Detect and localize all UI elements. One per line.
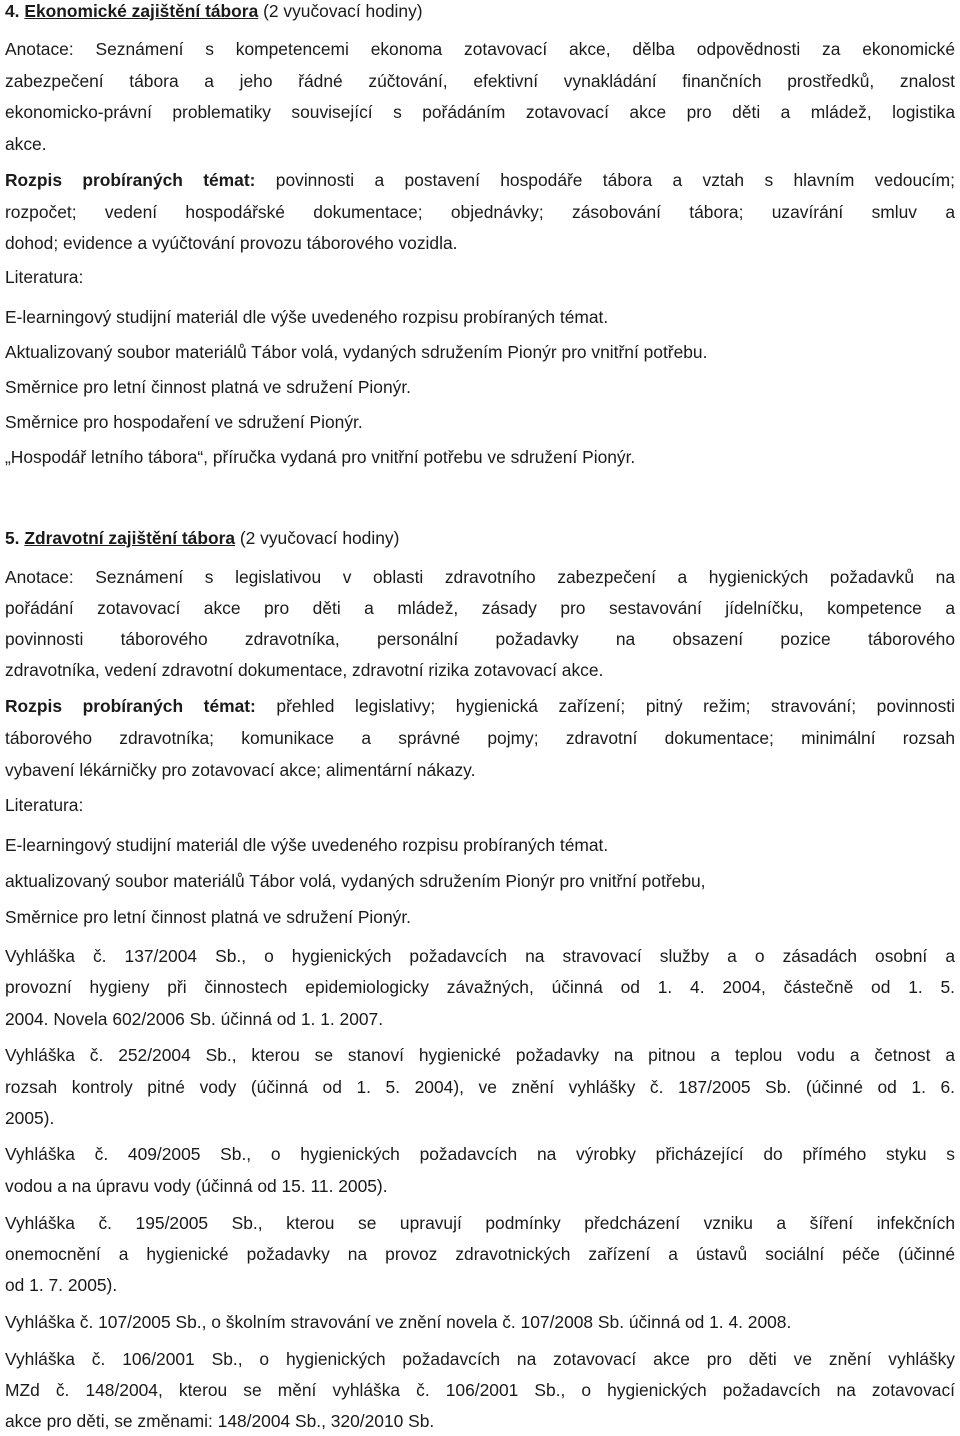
section-4-title: Ekonomické zajištění tábora (24, 1, 259, 21)
vyhlaska-252-line-2: rozsah kontroly pitné vody (účinná od 1. 5. 2004), ve znění vyhlášky č. 187/2005 Sb. (účinné od 1. 6. (5, 1077, 955, 1097)
section-5-number: 5. (5, 528, 20, 548)
section-5-anotace-line-4: zdravotníka, vedení zdravotní dokumentace, zdravotní rizika zotavovací akce. (5, 660, 604, 680)
section-4-anotace-line-1 (5, 38, 955, 60)
rozpis-text: přehled legislativy; hygienická zařízení; pitný režim; stravování; povinnosti (276, 696, 955, 716)
vyhlaska-106-line-3: akce pro děti, se změnami: 148/2004 Sb., 320/2010 Sb. (5, 1411, 435, 1431)
section-4-literatura-item: E-learningový studijní materiál dle výše uvedeného rozpisu probíraných témat. (5, 307, 609, 327)
vyhlaska-195-line-1: Vyhláška č. 195/2005 Sb., kterou se upravují podmínky předcházení vzniku a šíření infekčních (5, 1213, 955, 1233)
rozpis-text: povinnosti a postavení hospodáře tábora a vztah s hlavním vedoucím; (275, 170, 955, 190)
vyhlaska-107-line-1: Vyhláška č. 107/2005 Sb., o školním stravování ve znění novela č. 107/2008 Sb. účinná od 1. 4. 2008. (5, 1312, 792, 1332)
section-4-rozpis-line-1 (5, 169, 955, 191)
anotace-label: Anotace: (5, 39, 74, 59)
section-4-anotace-line-4: akce. (5, 134, 47, 154)
vyhlaska-195-line-3: od 1. 7. 2005). (5, 1275, 118, 1295)
section-5-literatura-item: Směrnice pro letní činnost platná ve sdružení Pionýr. (5, 907, 411, 927)
section-4-rozpis-line-2: rozpočet; vedení hospodářské dokumentace; objednávky; zásobování tábora; uzavírání smluv a (5, 202, 955, 222)
section-4-literatura-item: Aktualizovaný soubor materiálů Tábor volá, vydaných sdružením Pionýr pro vnitřní potřebu. (5, 342, 708, 362)
vyhlaska-195-line-2: onemocnění a hygienické požadavky na provoz zdravotnických zařízení a ústavů sociální péče (účinné (5, 1244, 955, 1264)
section-5-hours: (2 vyučovací hodiny) (239, 528, 400, 548)
section-5-anotace-line-3: povinnosti táborového zdravotníka, personální požadavky na obsazení pozice táborového (5, 629, 955, 649)
section-4-anotace-line-3: ekonomicko-právní problematiky související s pořádáním zotavovací akce pro děti a mládež, logistika (5, 102, 955, 122)
vyhlaska-137-line-3: 2004. Novela 602/2006 Sb. účinná od 1. 1. 2007. (5, 1009, 384, 1029)
section-4-literatura-item: „Hospodář letního tábora“, příručka vydaná pro vnitřní potřebu ve sdružení Pionýr. (5, 447, 636, 467)
section-5-heading (5, 527, 955, 549)
vyhlaska-252-line-1: Vyhláška č. 252/2004 Sb., kterou se stanoví hygienické požadavky na pitnou a teplou vodu a četnost a (5, 1045, 955, 1065)
section-4-literatura-item: Směrnice pro hospodaření ve sdružení Pionýr. (5, 412, 363, 432)
vyhlaska-409-line-1: Vyhláška č. 409/2005 Sb., o hygienických požadavcích na výrobky přicházející do přímého styku s (5, 1144, 955, 1164)
section-5-literatura-item: E-learningový studijní materiál dle výše uvedeného rozpisu probíraných témat. (5, 835, 609, 855)
rozpis-label: Rozpis probíraných témat: (5, 170, 256, 190)
section-5-title: Zdravotní zajištění tábora (24, 528, 236, 548)
section-5-anotace-line-1 (5, 566, 955, 588)
vyhlaska-137-line-1: Vyhláška č. 137/2004 Sb., o hygienických požadavcích na stravovací služby a o zásadách osobní a (5, 946, 955, 966)
section-5-literatura-item: aktualizovaný soubor materiálů Tábor volá, vydaných sdružením Pionýr pro vnitřní potřebu, (5, 871, 706, 891)
section-5-anotace-line-2: pořádání zotavovací akce pro děti a mládež, zásady pro sestavování jídelníčku, kompetence a (5, 598, 955, 618)
vyhlaska-106-line-2: MZd č. 148/2004, kterou se mění vyhláška č. 106/2001 Sb., o hygienických požadavcích na zotavovací (5, 1380, 955, 1400)
anotace-text: Seznámení s legislativou v oblasti zdravotního zabezpečení a hygienických požadavků na (95, 567, 955, 587)
section-4-number: 4. (5, 1, 20, 21)
vyhlaska-106-line-1: Vyhláška č. 106/2001 Sb., o hygienických požadavcích na zotavovací akce pro děti ve znění vyhlášky (5, 1349, 955, 1369)
section-4-literatura-item: Směrnice pro letní činnost platná ve sdružení Pionýr. (5, 377, 411, 397)
section-4-literatura-label: Literatura: (5, 267, 84, 287)
section-5-rozpis-line-2: táborového zdravotníka; komunikace a správné pojmy; zdravotní dokumentace; minimální rozsah (5, 728, 955, 748)
anotace-text: Seznámení s kompetencemi ekonoma zotavovací akce, dělba odpovědnosti za ekonomické (95, 39, 955, 59)
section-5-literatura-label: Literatura: (5, 795, 84, 815)
vyhlaska-252-line-3: 2005). (5, 1108, 55, 1128)
vyhlaska-137-line-2: provozní hygieny při činnostech epidemiologicky závažných, účinná od 1. 4. 2004, částečně od 1. 5. (5, 977, 955, 997)
rozpis-label: Rozpis probíraných témat: (5, 696, 256, 716)
section-5-rozpis-line-3: vybavení lékárničky pro zotavovací akce; alimentární nákazy. (5, 760, 476, 780)
section-4-hours: (2 vyučovací hodiny) (263, 1, 423, 21)
section-4-anotace-line-2: zabezpečení tábora a jeho řádné zúčtování, efektivní vynakládání finančních prostředků, znalost (5, 71, 955, 91)
section-4-heading (5, 0, 955, 22)
vyhlaska-409-line-2: vodou a na úpravu vody (účinná od 15. 11. 2005). (5, 1176, 388, 1196)
section-4-rozpis-line-3: dohod; evidence a vyúčtování provozu táborového vozidla. (5, 233, 458, 253)
section-5-rozpis-line-1 (5, 695, 955, 717)
anotace-label: Anotace: (5, 567, 74, 587)
